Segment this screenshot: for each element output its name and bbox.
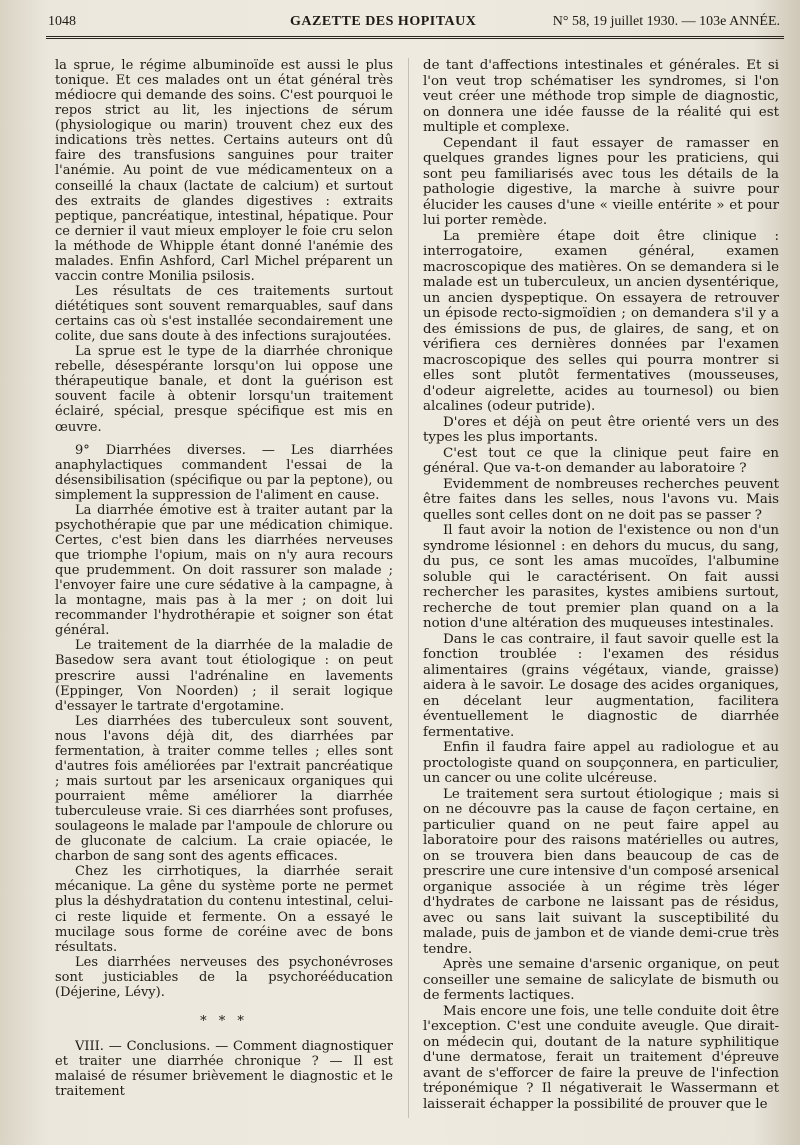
- paragraph: La sprue est le type de la diarrhée chronique rebelle, désespérante lorsqu'on lui oppose une thérapeutique banale, et dont la guérison est souvent facile à obtenir lorsqu'un traitement éclairé, spécial, presque spécifique est mis en œuvre.: [55, 344, 393, 435]
- paragraph: Mais encore une fois, une telle conduite doit être l'exception. C'est une conduite aveugle. Que dirait-on médecin qui, doutant de la nature syphilitique d'une dermatose, ferait un traitement d'épreuve avant de s'efforcer de faire la preuve de l'infection tréponémique ? Il négativerait le Wassermann et laisserait échapper la possibilité de prouver que le: [423, 1003, 779, 1112]
- paragraph: de tant d'affections intestinales et générales. Et si l'on veut trop schématiser les syndromes, si l'on veut créer une méthode trop simple de diagnostic, on donnera une idée fausse de la réalité qui est multiple et complexe.: [423, 58, 779, 135]
- page-number: 1048: [48, 14, 76, 29]
- paragraph: Enfin il faudra faire appel au radiologue et au proctologiste quand on soupçonnera, en particulier, un cancer ou une colite ulcéreuse.: [423, 740, 779, 786]
- issue-info: N° 58, 19 juillet 1930. — 103e ANNÉE.: [552, 14, 780, 29]
- paragraph: Les diarrhées des tuberculeux sont souvent, nous l'avons déjà dit, des diarrhées par fermentation, à traiter comme telles ; elles sont d'autres fois améliorées par l'extrait pancréatique ; mais surtout par les arsenicaux organiques qui pourraient même améliorer la diarrhée tuberculeuse vraie. Si ces diarrhées sont profuses, soulageons le malade par l'ampoule de chlorure ou de gluconate de calcium. La craie opiacée, le charbon de sang sont des agents efficaces.: [55, 713, 393, 865]
- paragraph: Après une semaine d'arsenic organique, on peut conseiller une semaine de salicylate de bismuth ou de ferments lactiques.: [423, 957, 779, 1003]
- paragraph: Le traitement sera surtout étiologique ; mais si on ne découvre pas la cause de façon certaine, en particulier quand on ne peut faire appel au laboratoire pour des raisons matérielles ou autres, on se trouvera bien dans beaucoup de cas de prescrire une cure intensive d'un composé arsenical organique associée à un régime très léger d'hydrates de carbone ne laissant pas de résidus, avec ou sans lait suivant la susceptibilité du malade, puis de jambon et de viande demi-crue très tendre.: [423, 786, 779, 957]
- paragraph: C'est tout ce que la clinique peut faire en général. Que va-t-on demander au laboratoire ?: [423, 445, 779, 476]
- paragraph: Le traitement de la diarrhée de la maladie de Basedow sera avant tout étiologique : on peut prescrire aussi l'adrénaline en lavements (Eppinger, Von Noorden) ; il serait logique d'essayer le tartrate d'ergotamine.: [55, 638, 393, 714]
- paragraph: La diarrhée émotive est à traiter autant par la psychothérapie que par une médication chimique. Certes, c'est bien dans les diarrhées nerveuses que triomphe l'opium, mais on n'y aura recours que prudemment. On doit rassurer son malade ; l'envoyer faire une cure sédative à la campagne, à la montagne, mais pas à la mer ; on doit lui recommander l'hydrothérapie et soigner son état général.: [55, 502, 393, 639]
- paragraph: la sprue, le régime albuminoïde est aussi le plus tonique. Et ces malades ont un état général très médiocre qui demande des soins. C'est pourquoi le repos strict au lit, les injections de sérum (physiologique ou marin) trouvent chez eux des indications très nettes. Certains auteurs ont dû faire des transfusions sanguines pour traiter l'anémie. Au point de vue médicamenteux on a conseillé la chaux (lactate de calcium) et surtout des extraits de glandes digestives : extraits peptique, pancréatique, intestinal, hépatique. Pour ce dernier il vaut mieux employer le foie cru selon la méthode de Whipple étant donné l'anémie des malades. Enfin Ashford, Carl Michel préparent un vaccin contre Monilia psilosis.: [55, 58, 393, 284]
- section-separator: * * *: [200, 1013, 248, 1029]
- section-heading-paragraph: VIII. — Conclusions. — Comment diagnostiquer et traiter une diarrhée chronique ? — Il est malaisé de résumer brièvement le diagnostic et le traitement: [55, 1038, 393, 1100]
- header-rule: [46, 36, 784, 39]
- column-divider: [408, 58, 409, 1118]
- journal-title: GAZETTE DES HOPITAUX: [290, 14, 477, 29]
- paragraph: Les diarrhées nerveuses des psychonévroses sont justiciables de la psychorééducation (Déjerine, Lévy).: [55, 954, 393, 1000]
- page-header: [48, 12, 780, 38]
- paragraph: La première étape doit être clinique : interrogatoire, examen général, examen macroscopique des matières. On se demandera si le malade est un tuberculeux, un ancien dysentérique, un ancien dyspeptique. On essayera de retrouver un épisode recto-sigmoïdien ; on demandera s'il y a des émissions de pus, de glaires, de sang, et on vérifiera ces dernières données par l'examen macroscopique des selles qui pourra montrer si elles sont plutôt fermentatives (mousseuses, d'odeur aigrelette, acides au tournesol) ou bien alcalines (odeur putride).: [423, 228, 779, 414]
- section-heading-paragraph: 9° Diarrhées diverses. — Les diarrhées anaphylactiques commandent l'essai de la désensibilisation (spécifique ou par la peptone), ou simplement la suppression de l'aliment en cause.: [55, 442, 393, 503]
- paragraph: Il faut avoir la notion de l'existence ou non d'un syndrome lésionnel : en dehors du mucus, du sang, du pus, ce sont les amas mucoïdes, l'albumine soluble qui le caractérisent. On fait aussi rechercher les parasites, kystes amibiens surtout, recherche de tout premier plan quand on a la notion d'une altération des muqueuses intestinales.: [423, 523, 779, 631]
- right-column: [423, 58, 779, 1112]
- paragraph: Evidemment de nombreuses recherches peuvent être faites dans les selles, nous l'avons vu. Mais quelles sont celles dont on ne doit pas se passer ?: [423, 476, 779, 523]
- paragraph: D'ores et déjà on peut être orienté vers un des types les plus importants.: [423, 414, 779, 445]
- paragraph: Cependant il faut essayer de ramasser en quelques grandes lignes pour les praticiens, qui sont peu familiarisés avec tous les détails de la pathologie digestive, la marche à suivre pour élucider les causes d'une « vieille entérite » et pour lui porter remède.: [423, 135, 779, 228]
- paragraph: Dans le cas contraire, il faut savoir quelle est la fonction troublée : l'examen des résidus alimentaires (grains végétaux, viande, graisse) aidera à le savoir. Le dosage des acides organiques, en décelant leur augmentation, facilitera éventuellement le diagnostic de diarrhée fermentative.: [423, 631, 779, 740]
- paragraph: Les résultats de ces traitements surtout diététiques sont souvent remarquables, sauf dans certains cas où s'est installée secondairement une colite, due sans doute à des infections surajoutées.: [55, 283, 393, 345]
- paragraph: Chez les cirrhotiques, la diarrhée serait mécanique. La gêne du système porte ne permet plus la déshydratation du contenu intestinal, celui-ci reste liquide et fermente. On a essayé le mucilage sous forme de coréine avec de bons résultats.: [55, 864, 393, 955]
- left-column: [55, 58, 393, 1099]
